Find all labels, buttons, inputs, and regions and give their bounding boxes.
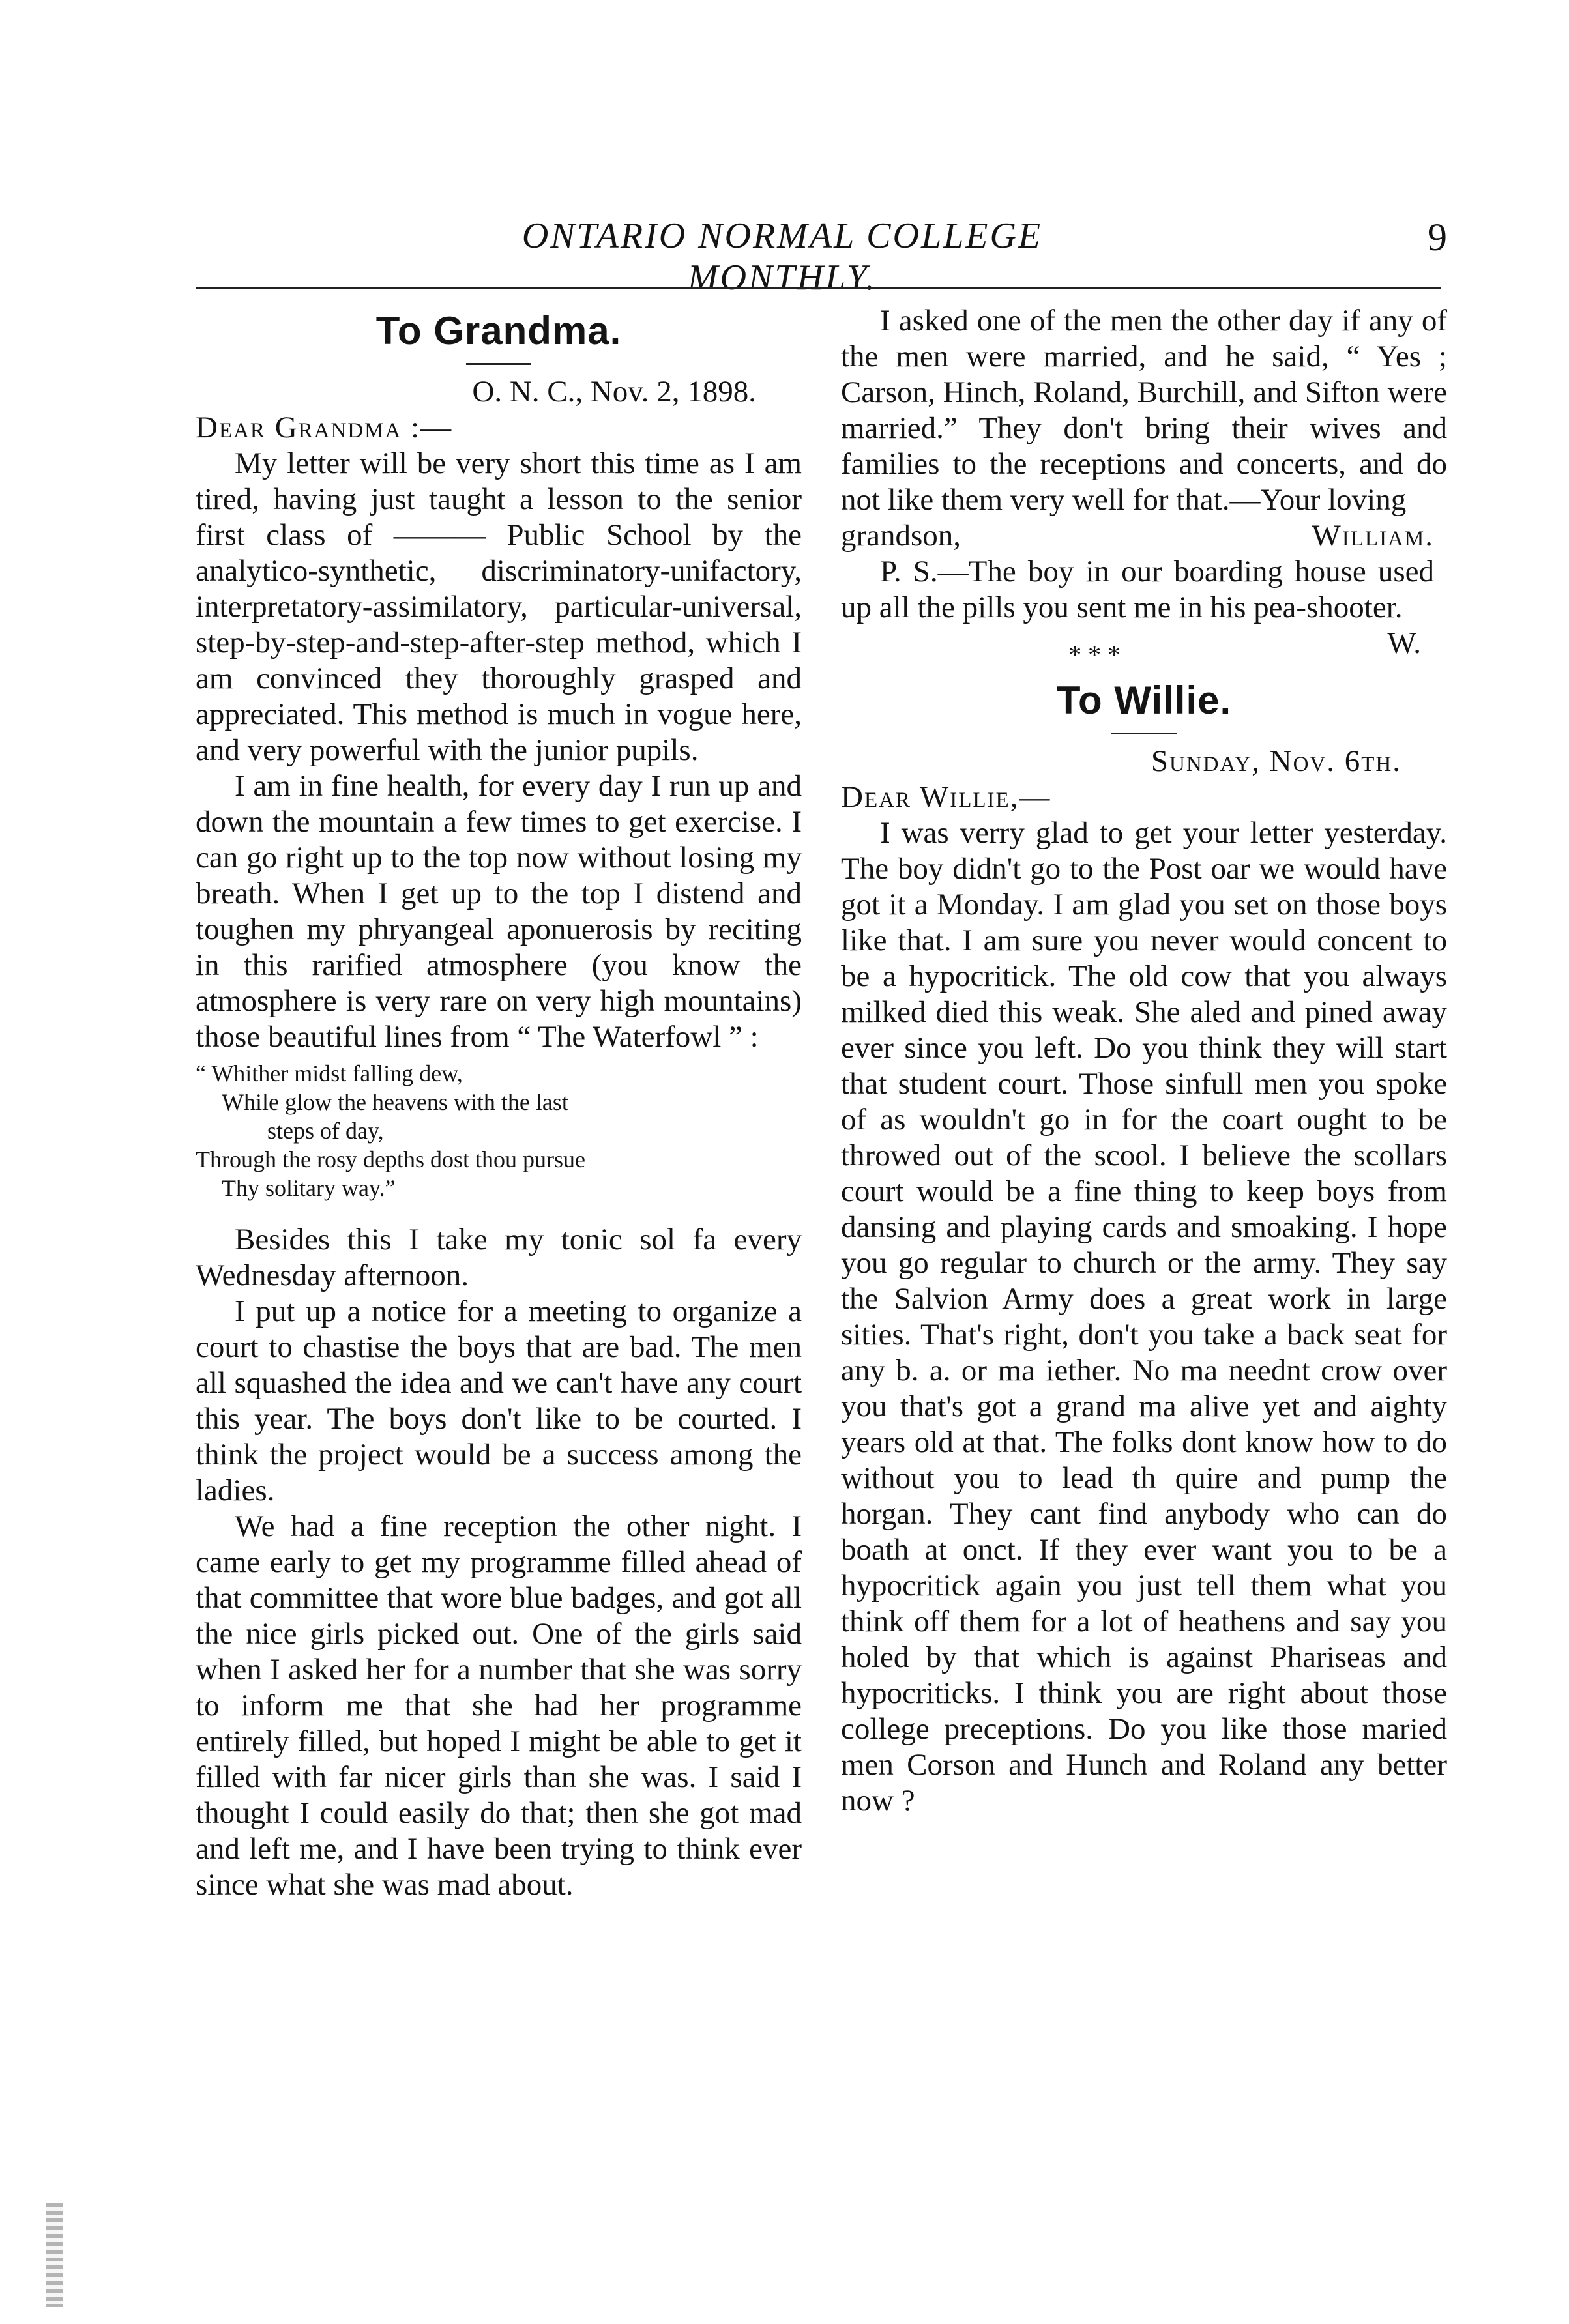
paragraph: Besides this I take my tonic sol fa every Wednesday afternoon.	[196, 1223, 802, 1292]
left-column	[196, 303, 802, 1903]
page-number: 9	[1428, 216, 1447, 259]
paragraph: I asked one of the men the other day if any of the men were married, and he said, “ Yes ; Carson, Hinch, Roland, Burchill, and Sifton were married.” They don't bring their wives and families to the receptions and concerts, and do not like them very well for that.—Your loving	[841, 304, 1447, 517]
heading-rule	[466, 363, 531, 365]
poem-line: Through the rosy depths dost thou pursue	[196, 1146, 585, 1172]
right-column	[841, 303, 1447, 1819]
heading-to-grandma: To Grandma.	[375, 309, 622, 353]
signoff-text: grandson,	[841, 519, 961, 553]
paragraph: I put up a notice for a meeting to organize a court to chastise the boys that are bad. The men all squashed the idea and we can't have any court this year. The boys don't like to be courted. I think the project would be a success among the ladies.	[196, 1294, 802, 1507]
heading-rule	[1111, 733, 1177, 734]
postscript-text: P. S.—The boy in our boarding house used up all the pills you sent me in his pea-shooter.	[841, 555, 1434, 624]
poem-line: steps of day,	[267, 1118, 384, 1144]
dateline: Sunday, Nov. 6th.	[1151, 744, 1401, 778]
postscript	[841, 554, 1447, 660]
paragraph: I am in fine health, for every day I run up and down the mountain a few times to get exercise. I can go right up to the top now without losing my breath. When I get up to the top I distend and toughen my phryangeal aponuerosis by reciting in this rarified atmosphere (you know the atmosphere is very rare on very high mountains) those beautiful lines from “ The Waterfowl ” :	[196, 769, 802, 1054]
dateline: O. N. C., Nov. 2, 1898.	[472, 375, 756, 409]
signature: William.	[1312, 519, 1434, 553]
paragraph: I was verry glad to get your letter yesterday. The boy didn't go to the Post oar we would have got it a Monday. I am glad you set on those boys like that. I am sure you never would concent to be a hypocritick. The old cow that you always milked died this weak. She aled and pined away ever since you left. Do you think they will start that student court. Those sinfull men you spoke of as wouldn't go in for the coart ought to be throwed out of the scool. I believe the scollars court would be a fine thing to keep boys from dansing and playing cards and smoaking. I hope you go regular to church or the army. They say the Salvion Army does a great work in large sities. That's right, don't you take a back seat for any b. a. or ma iether. No ma neednt crow over you that's got a grand ma alive yet and aighty years old at that. The folks dont know how to do without you to lead th quire and pump the horgan. They cant find anybody who can do boath at onct. If they ever want you to be a hypocritick again you just tell them what you think off them for a lot of heathens and say you holed by that which is against Phariseas and hypocriticks. I think you are right about those college preceptions. Do you like those maried men Corson and Hunch and Roland any better now ?	[841, 816, 1447, 1818]
header-rule	[196, 287, 1441, 289]
signoff	[841, 518, 1447, 554]
salutation: Dear Grandma :—	[196, 411, 453, 444]
salutation: Dear Willie,—	[841, 780, 1051, 814]
heading-to-willie: To Willie.	[1056, 678, 1232, 722]
poem-line: While glow the heavens with the last	[222, 1089, 568, 1115]
poem-line: “ Whither midst falling dew,	[196, 1060, 463, 1086]
asterism-divider: * * *	[1068, 640, 1121, 669]
poem-line: Thy solitary way.”	[222, 1175, 396, 1201]
postscript-initial: W.	[1387, 626, 1421, 660]
poem-quote	[196, 1059, 802, 1202]
paragraph: We had a fine reception the other night. I came early to get my programme filled ahead of that committee that wore blue badges, and got all the nice girls picked out. One of the girls said when I asked her for a number that she was sorry to inform me that she had her programme entirely filled, but hoped I might be able to get it filled with far nicer girls than she was. I said I thought I could easily do that; then she got mad and left me, and I have been trying to think ever since what she was mad about.	[196, 1509, 802, 1902]
paragraph: My letter will be very short this time as I am tired, having just taught a lesson to the senior first class of ——— Public School by the analytico-synthetic, discriminatory-unifactory, interpretatory-assimilatory, particular-universal, step-by-step-and-step-after-step method, which I am convinced they thoroughly grasped and appreciated. This method is much in vogue here, and very powerful with the junior pupils.	[196, 446, 802, 767]
scan-margin-mark	[46, 2203, 63, 2307]
page-header	[196, 215, 1447, 298]
running-title: ONTARIO NORMAL COLLEGE MONTHLY.	[521, 216, 1043, 298]
